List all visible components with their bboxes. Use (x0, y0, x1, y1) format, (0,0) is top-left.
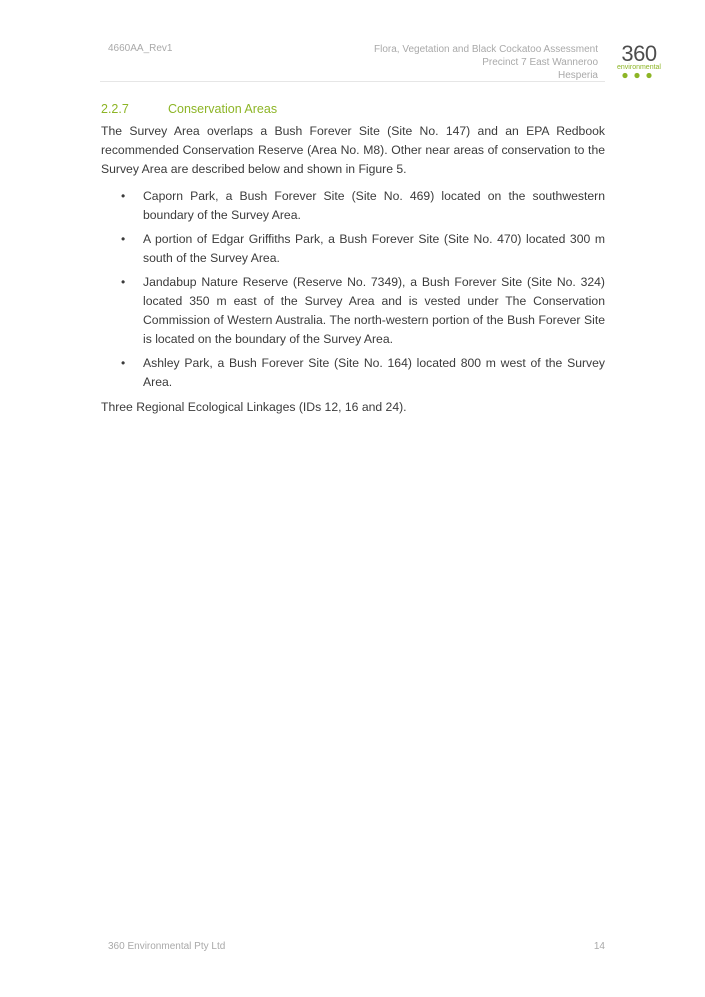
document-reference: 4660AA_Rev1 (108, 43, 173, 54)
bullet-icon: • (121, 189, 126, 203)
intro-paragraph: The Survey Area overlaps a Bush Forever Site (Site No. 147) and an EPA Redbook recommended Conservation Reserve (Area No. M8). Other near areas of conservation to the Survey Area are described below and shown in Figure 5. (101, 124, 605, 176)
bullet-icon: • (121, 356, 126, 370)
logo-dot-3 (646, 73, 651, 78)
bullet-icon: • (121, 275, 126, 289)
bullet-icon: • (121, 232, 126, 246)
company-logo (606, 40, 672, 82)
document-title-block (374, 43, 598, 82)
section-heading (101, 102, 606, 116)
list-item-text: Jandabup Nature Reserve (Reserve No. 7349), a Bush Forever Site (Site No. 324) located 350 m east of the Survey Area and is vested under The Conservation Commission of Western Australia. The north-western portion of the Bush Forever Site is located on the boundary of the Survey Area. (143, 275, 605, 346)
closing-paragraph: Three Regional Ecological Linkages (IDs 12, 16 and 24). (101, 400, 407, 414)
list-item (101, 187, 605, 225)
list-item (101, 354, 605, 392)
footer-company: 360 Environmental Pty Ltd (108, 941, 226, 952)
logo-dot-2 (634, 73, 639, 78)
header-divider (100, 81, 605, 82)
list-item (101, 230, 605, 268)
logo-word: environmental (617, 64, 661, 71)
page-number: 14 (593, 941, 605, 952)
list-item (101, 273, 605, 349)
logo-number: 360 (621, 41, 657, 66)
logo-dot-1 (622, 73, 627, 78)
list-item-text: A portion of Edgar Griffiths Park, a Bush Forever Site (Site No. 470) located 300 m south of the Survey Area. (143, 232, 605, 265)
conservation-areas-list (101, 187, 605, 397)
document-title-line-2: Precinct 7 East Wanneroo (482, 57, 598, 68)
list-item-text: Ashley Park, a Bush Forever Site (Site No. 164) located 800 m west of the Survey Area. (143, 356, 605, 389)
list-item-text: Caporn Park, a Bush Forever Site (Site No. 469) located on the southwestern boundary of the Survey Area. (143, 189, 605, 222)
document-title-line-3: Hesperia (557, 70, 598, 81)
document-title-line-1: Flora, Vegetation and Black Cockatoo Assessment (373, 44, 598, 55)
section-number: 2.2.7 (101, 102, 129, 116)
section-title: Conservation Areas (168, 102, 278, 116)
